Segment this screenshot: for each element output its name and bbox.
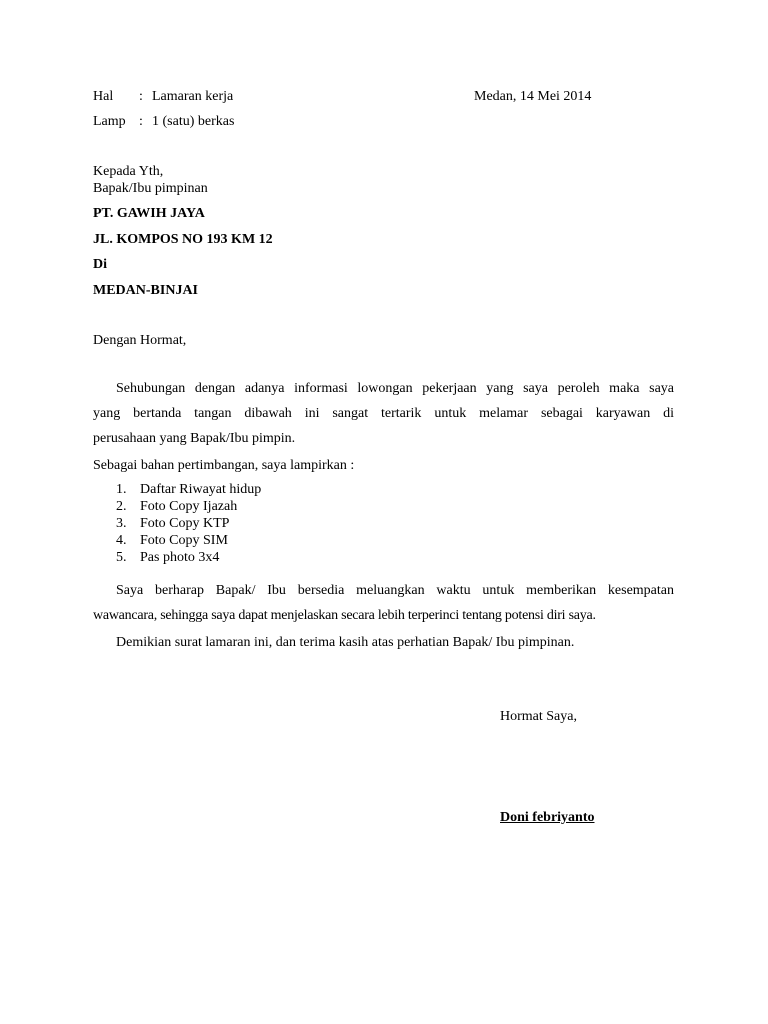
subject-value: Lamaran kerja <box>152 89 234 104</box>
subject-colon: : <box>139 89 143 104</box>
attachment-number: 4. <box>116 533 127 548</box>
paragraph-2-line: Saya berharap Bapak/ Ibu bersedia meluangkan waktu untuk memberikan kesempatan <box>116 583 674 598</box>
body-paragraph-1 <box>93 376 674 451</box>
subject-label: Hal <box>93 89 114 104</box>
paragraph-1-line: Sehubungan dengan adanya informasi lowongan pekerjaan yang saya peroleh maka saya <box>116 381 674 396</box>
recipient-salutation: Kepada Yth, <box>93 164 164 179</box>
recipient-title: Bapak/Ibu pimpinan <box>93 181 208 196</box>
body-paragraph-2 <box>93 578 674 628</box>
opening-greeting: Dengan Hormat, <box>93 333 187 348</box>
recipient-company: PT. GAWIH JAYA <box>93 206 205 221</box>
attachment-colon: : <box>139 114 143 129</box>
attachments-intro: Sebagai bahan pertimbangan, saya lampirkan : <box>93 458 355 473</box>
attachment-label: Lamp <box>93 114 126 129</box>
attachment-text: Foto Copy Ijazah <box>140 499 238 514</box>
place-date: Medan, 14 Mei 2014 <box>474 89 592 104</box>
attachment-value: 1 (satu) berkas <box>152 114 235 129</box>
recipient-di: Di <box>93 257 107 272</box>
attachment-text: Daftar Riwayat hidup <box>140 482 262 497</box>
recipient-city: MEDAN-BINJAI <box>93 283 198 298</box>
recipient-address: JL. KOMPOS NO 193 KM 12 <box>93 232 273 247</box>
paragraph-1-line: perusahaan yang Bapak/Ibu pimpin. <box>93 431 296 446</box>
attachment-number: 5. <box>116 550 127 565</box>
attachment-number: 3. <box>116 516 127 531</box>
attachment-text: Foto Copy KTP <box>140 516 230 531</box>
signature-name: Doni febriyanto <box>500 810 595 825</box>
signature-closing: Hormat Saya, <box>500 709 577 724</box>
paragraph-2-line: wawancara, sehingga saya dapat menjelaskan secara lebih terperinci tentang potensi diri saya. <box>93 608 596 623</box>
paragraph-1-line: yang bertanda tangan dibawah ini sangat tertarik untuk melamar sebagai karyawan di <box>93 406 674 421</box>
attachment-text: Foto Copy SIM <box>140 533 228 548</box>
closing-line: Demikian surat lamaran ini, dan terima kasih atas perhatian Bapak/ Ibu pimpinan. <box>116 635 575 650</box>
attachment-text: Pas photo 3x4 <box>140 550 220 565</box>
attachment-number: 2. <box>116 499 127 514</box>
attachment-number: 1. <box>116 482 127 497</box>
